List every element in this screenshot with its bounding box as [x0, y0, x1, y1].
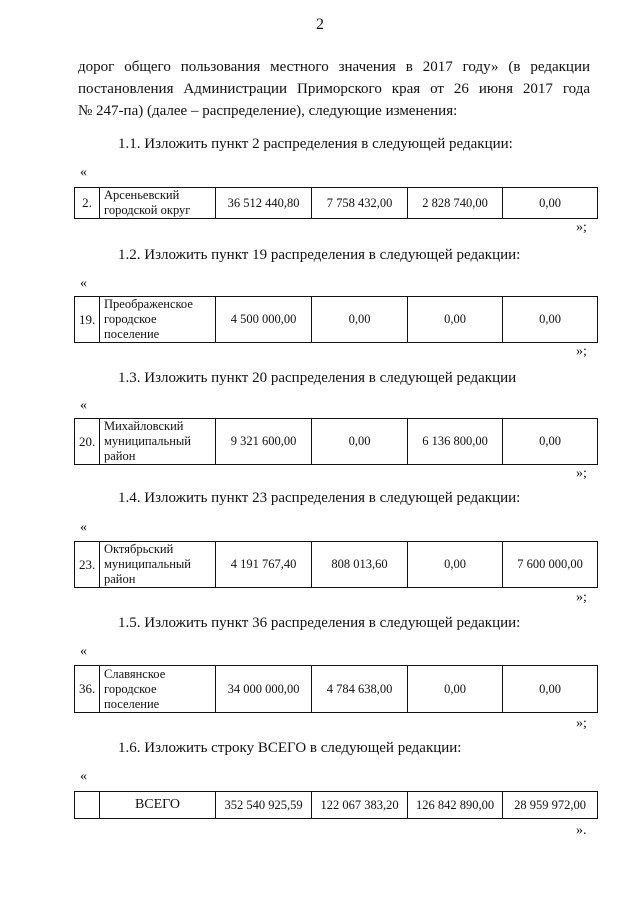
section-heading-1-2: 1.2. Изложить пункт 19 распределения в следующей редакции: [118, 247, 521, 263]
value-cell: 0,00 [503, 297, 598, 343]
quote-close: »; [576, 220, 587, 235]
quote-open: « [80, 165, 87, 180]
value-cell: 0,00 [408, 297, 503, 343]
item-number: 2. [75, 188, 100, 219]
value-cell: 7 600 000,00 [503, 542, 598, 588]
page-number: 2 [316, 16, 324, 33]
value-cell: 0,00 [408, 666, 503, 713]
amendment-table-item-36 [74, 665, 598, 713]
value-cell: 34 000 000,00 [216, 666, 312, 713]
value-cell: 126 842 890,00 [408, 792, 503, 819]
quote-open: « [80, 276, 87, 291]
value-cell: 4 500 000,00 [216, 297, 312, 343]
intro-paragraph [78, 56, 590, 122]
intro-line: постановления Администрации Приморского края от 26 июня 2017 года [78, 81, 590, 97]
quote-open: « [80, 520, 87, 535]
quote-close: »; [576, 344, 587, 359]
value-cell: 28 959 972,00 [503, 792, 598, 819]
value-cell: 352 540 925,59 [216, 792, 312, 819]
section-heading-1-4: 1.4. Изложить пункт 23 распределения в следующей редакции: [118, 490, 521, 506]
section-heading-1-6: 1.6. Изложить строку ВСЕГО в следующей редакции: [118, 740, 462, 756]
value-cell: 0,00 [503, 419, 598, 465]
value-cell: 4 784 638,00 [312, 666, 408, 713]
amendment-table-item-23 [74, 541, 598, 588]
municipality-name: Октябрьский муниципальный район [100, 542, 216, 588]
quote-close: »; [576, 716, 587, 731]
value-cell: 7 758 432,00 [312, 188, 408, 219]
intro-line: № 247-па) (далее – распределение), следующие изменения: [78, 103, 458, 119]
value-cell: 0,00 [503, 188, 598, 219]
quote-close: »; [576, 466, 587, 481]
value-cell: 808 013,60 [312, 542, 408, 588]
item-number: 20. [75, 419, 100, 465]
quote-close: »; [576, 590, 587, 605]
value-cell: 122 067 383,20 [312, 792, 408, 819]
value-cell: 0,00 [408, 542, 503, 588]
quote-open: « [80, 398, 87, 413]
municipality-name: Михайловский муниципальный район [100, 419, 216, 465]
intro-line: дорог общего пользования местного значения в 2017 году» (в редакции [78, 59, 590, 75]
quote-close: ». [576, 823, 587, 838]
item-number: 23. [75, 542, 100, 588]
value-cell: 0,00 [312, 297, 408, 343]
amendment-table-item-20 [74, 418, 598, 465]
value-cell: 0,00 [503, 666, 598, 713]
amendment-table-item-2 [74, 187, 598, 219]
amendment-table-item-19 [74, 296, 598, 343]
municipality-name: Преображенское городское поселение [100, 297, 216, 343]
item-number [75, 792, 100, 819]
quote-open: « [80, 644, 87, 659]
item-number: 36. [75, 666, 100, 713]
value-cell: 9 321 600,00 [216, 419, 312, 465]
quote-open: « [80, 769, 87, 784]
total-label: ВСЕГО [100, 792, 216, 819]
section-heading-1-1: 1.1. Изложить пункт 2 распределения в следующей редакции: [118, 136, 513, 152]
value-cell: 0,00 [312, 419, 408, 465]
amendment-table-total [74, 791, 598, 819]
section-heading-1-5: 1.5. Изложить пункт 36 распределения в следующей редакции: [118, 615, 521, 631]
value-cell: 36 512 440,80 [216, 188, 312, 219]
municipality-name: Славянское городское поселение [100, 666, 216, 713]
municipality-name: Арсеньевский городской округ [100, 188, 216, 219]
value-cell: 4 191 767,40 [216, 542, 312, 588]
section-heading-1-3: 1.3. Изложить пункт 20 распределения в следующей редакции [118, 370, 517, 386]
value-cell: 2 828 740,00 [408, 188, 503, 219]
item-number: 19. [75, 297, 100, 343]
value-cell: 6 136 800,00 [408, 419, 503, 465]
